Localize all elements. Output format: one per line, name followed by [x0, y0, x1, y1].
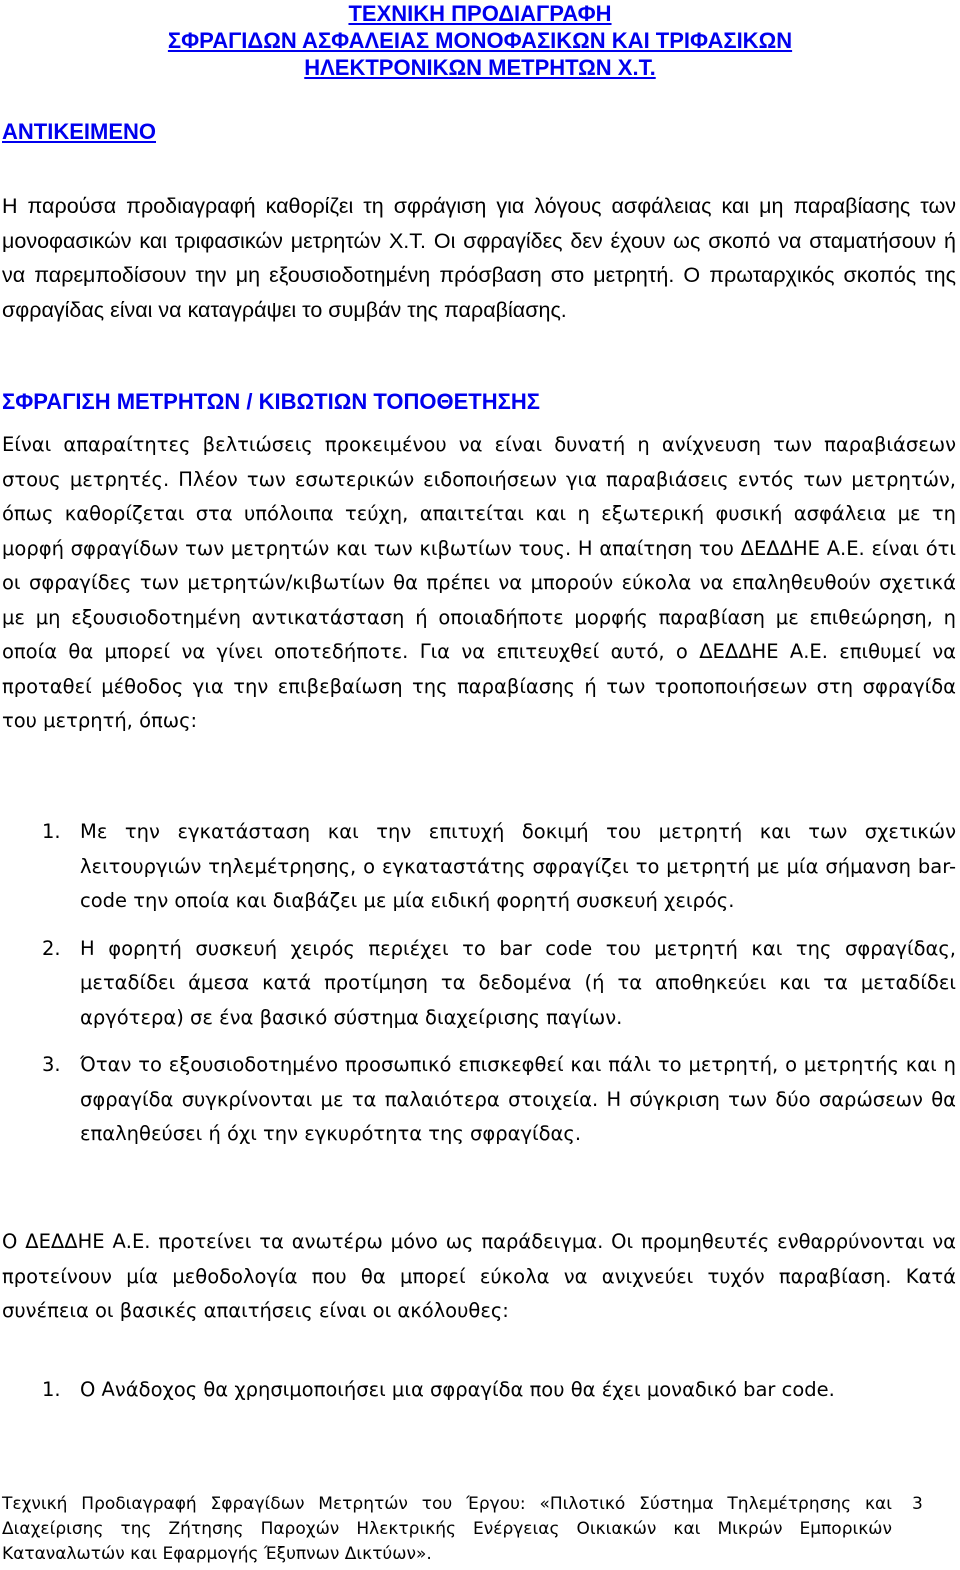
list-item-text: Ο Ανάδοχος θα χρησιμοποιήσει μια σφραγίδα που θα έχει μοναδικό bar code. — [80, 1378, 835, 1401]
list-item-text: Η φορητή συσκευή χειρός περιέχει το bar code του μετρητή και της σφραγίδας, μεταδίδει άμεσα κατά προτίμηση τα δεδομένα (ή τα αποθηκεύει και τα μεταδίδει αργότερα) σε ένα βασικό σύστημα διαχείρισης παγίων. — [80, 936, 956, 1029]
section-object-paragraph: Η παρούσα προδιαγραφή καθορίζει τη σφράγιση για λόγους ασφάλειας και μη παραβίασης των μονοφασικών και τριφασικών μετρητών Χ.Τ. Οι σφραγίδες δεν έχουν ως σκοπό να σταματήσουν ή να παρεμποδίσουν την μη εξουσιοδοτημένη πρόσβαση στο μετρητή. Ο πρωταρχικός σκοπός της σφραγίδας είναι να καταγράψει το συμβάν της παραβίασης. — [2, 194, 956, 322]
document-title — [0, 0, 960, 81]
requirements-intro-paragraph: Ο ΔΕΔΔΗΕ Α.Ε. προτείνει τα ανωτέρω μόνο ως παράδειγμα. Οι προμηθευτές ενθαρρύνονται να προτείνουν μία μεθοδολογία που θα μπορεί εύκολα να ανιχνεύει τυχόν παραβίαση. Κατά συνέπεια οι βασικές απαιτήσεις είναι οι ακόλουθες: — [2, 1230, 956, 1322]
page-footer: Τεχνική Προδιαγραφή Σφραγίδων Μετρητών του Έργου: «Πιλοτικό Σύστημα Τηλεμέτρησης και Διαχείρισης της Ζήτησης Παροχών Ηλεκτρικής Ενέργειας Οικιακών και Μικρών Εμπορικών Καταναλωτών και Εφαρμογής Έξυπνων Δικτύων». — [2, 1494, 892, 1564]
list-item — [0, 1373, 956, 1408]
list-item-number: 3. — [42, 1053, 61, 1076]
list-item-text: Με την εγκατάσταση και την επιτυχή δοκιμή του μετρητή και των σχετικών λειτουργιών τηλεμέτρησης, ο εγκαταστάτης σφραγίζει το μετρητή με μία σήμανση bar-code την οποία και διαβάζει με μία ειδική φορητή συσκευή χειρός. — [80, 820, 956, 912]
list-item-number: 2. — [42, 936, 61, 960]
list-item — [0, 1048, 956, 1152]
procedure-list — [0, 815, 956, 1152]
title-line-3: ΗΛΕΚΤΡΟΝΙΚΩΝ ΜΕΤΡΗΤΩΝ Χ.Τ. — [304, 55, 656, 80]
section-heading-sealing: ΣΦΡΑΓΙΣΗ ΜΕΤΡΗΤΩΝ / ΚΙΒΩΤΙΩΝ ΤΟΠΟΘΕΤΗΣΗΣ — [2, 389, 540, 414]
section-sealing-paragraph: Είναι απαραίτητες βελτιώσεις προκειμένου να είναι δυνατή η ανίχνευση των παραβιάσεων στους μετρητές. Πλέον των εσωτερικών ειδοποιήσεων για παραβιάσεις εντός των μετρητών, όπως καθορίζεται στα υπόλοιπα τεύχη, απαιτείται και η εξωτερική φυσική ασφάλεια με τη μορφή σφραγίδων των μετρητών και των κιβωτίων τους. Η απαίτηση του ΔΕΔΔΗΕ Α.Ε. είναι ότι οι σφραγίδες των μετρητών/κιβωτίων θα πρέπει να μπορούν εύκολα να επαληθευθούν σχετικά με μη εξουσιοδοτημένη αντικατάσταση ή οποιαδήποτε μορφής παραβίαση με επιθεώρηση, η οποία θα μπορεί να γίνει οποτεδήποτε. Για να επιτευχθεί αυτό, ο ΔΕΔΔΗΕ Α.Ε. επιθυμεί να προταθεί μέθοδος για την επιβεβαίωση της παραβίασης ή των τροποποιήσεων στη σφραγίδα του μετρητή, όπως: — [2, 433, 956, 732]
title-line-2: ΣΦΡΑΓΙΔΩΝ ΑΣΦΑΛΕΙΑΣ ΜΟΝΟΦΑΣΙΚΩΝ ΚΑΙ ΤΡΙΦΑΣΙΚΩΝ — [167, 28, 793, 53]
section-heading-object: ΑΝΤΙΚΕΙΜΕΝΟ — [2, 119, 156, 144]
list-item-text: Όταν το εξουσιοδοτημένο προσωπικό επισκεφθεί και πάλι το μετρητή, ο μετρητής και η σφραγίδα συγκρίνονται με τα παλαιότερα στοιχεία. Η σύγκριση των δύο σαρώσεων θα επαληθεύσει ή όχι την εγκυρότητα της σφραγίδας. — [80, 1053, 956, 1145]
requirements-list — [0, 1373, 956, 1408]
title-line-1: ΤΕΧΝΙΚΗ ΠΡΟΔΙΑΓΡΑΦΗ — [348, 1, 612, 26]
list-item-number: 1. — [42, 1378, 61, 1401]
list-item — [0, 932, 956, 1036]
list-item — [0, 815, 956, 919]
list-item-number: 1. — [42, 820, 61, 843]
page-number: 3 — [912, 1494, 923, 1514]
